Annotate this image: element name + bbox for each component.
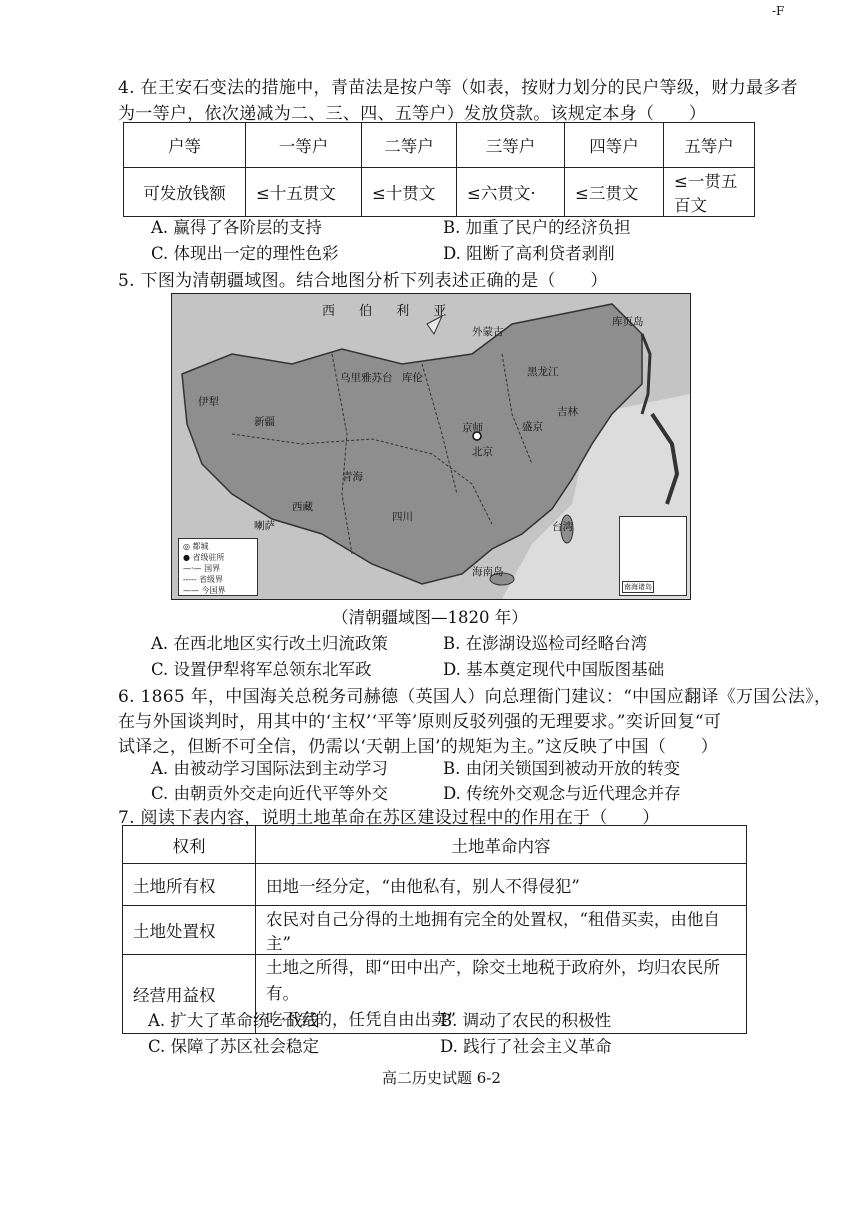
q7-row2-content: 农民对自己分得的土地拥有完全的处置权，“租借买卖，由他自主”	[256, 906, 747, 955]
map-label-kulun: 库伦	[402, 372, 423, 384]
legend-item: ◎ 都城	[183, 542, 209, 551]
q4-option-c[interactable]: C. 体现出一定的理性色彩	[151, 244, 339, 263]
map-label-heilongjiang: 黑龙江	[527, 366, 559, 378]
map-label-xizang: 西藏	[292, 501, 313, 513]
q4-table	[123, 122, 755, 217]
q4-row-5: ≤一贯五百文	[664, 168, 755, 217]
map-label-xinjiang: 新疆	[254, 416, 275, 428]
q5-stem: 5. 下图为清朝疆域图。结合地图分析下列表述正确的是（ ）	[118, 271, 608, 291]
q6-line3: 试译之，但断不可全信，仍需以‘天朝上国’的规矩为主。”这反映了中国（ ）	[118, 737, 719, 757]
q7-option-a[interactable]: A. 扩大了革命统一战线	[148, 1011, 319, 1030]
q4-stem-line1: 4. 在王安石变法的措施中，青苗法是按户等（如表，按财力划分的民户等级，财力最多者	[118, 78, 798, 98]
q4-option-b[interactable]: B. 加重了民户的经济负担	[443, 218, 631, 237]
q7-option-d[interactable]: D. 践行了社会主义革命	[440, 1037, 612, 1056]
map-label-outer-mongolia: 外蒙古	[472, 326, 504, 338]
q6-option-b[interactable]: B. 由闭关锁国到被动开放的转变	[443, 759, 681, 778]
q7-option-c[interactable]: C. 保障了苏区社会稳定	[148, 1037, 320, 1056]
legend-item: ----- 省级界	[183, 575, 224, 584]
legend-item: ● 省级驻所	[183, 553, 225, 562]
q4-row-0: 可发放钱额	[124, 168, 246, 217]
q4-row-4: ≤三贯文	[565, 168, 664, 217]
q7-row1-right: 土地所有权	[123, 864, 256, 906]
q7-option-b[interactable]: B. 调动了农民的积极性	[440, 1011, 612, 1030]
map-title-siberia: 西 伯 利 亚	[322, 304, 457, 319]
map-label-kuye-island: 库页岛	[612, 316, 644, 328]
map-legend	[178, 538, 258, 596]
q4-row-2: ≤十贯文	[362, 168, 457, 217]
south-sea-inset	[619, 516, 687, 596]
map-label-lasa: 喇萨	[254, 520, 275, 532]
q4-row-1: ≤十五贯文	[246, 168, 362, 217]
q4-header-5: 五等户	[664, 123, 755, 168]
map-label-taiwan: 台湾	[552, 521, 573, 533]
legend-item: —— 今国界	[183, 586, 226, 595]
q7-row3-right: 经营用益权	[123, 955, 256, 1034]
q4-stem-line2: 为一等户，依次递减为二、三、四、五等户）发放贷款。该规定本身（ ）	[118, 104, 707, 124]
q5-option-d[interactable]: D. 基本奠定现代中国版图基础	[443, 660, 665, 679]
q6-line1: 6. 1865 年，中国海关总税务司赫德（英国人）向总理衙门建议：“中国应翻译《万国公法》，	[118, 687, 832, 707]
map-label-sichuan: 四川	[392, 511, 413, 523]
map-label-beijing: 北京	[472, 446, 493, 458]
qing-territory-map	[171, 293, 691, 600]
legend-item: —·— 国界	[183, 564, 221, 573]
q4-header-2: 二等户	[362, 123, 457, 168]
q7-row1-content: 田地一经分定，“由他私有，别人不得侵犯”	[256, 864, 747, 906]
q5-option-b[interactable]: B. 在澎湖设巡检司经略台湾	[443, 634, 648, 653]
map-label-uliastai: 乌里雅苏台	[340, 372, 393, 384]
q5-option-c[interactable]: C. 设置伊犁将军总领东北军政	[151, 660, 372, 679]
page-footer: 高二历史试题 6-2	[382, 1069, 501, 1087]
q4-header-0: 户等	[124, 123, 246, 168]
q7-header-0: 权利	[123, 826, 256, 864]
inset-label: 南海诸岛	[624, 583, 652, 591]
map-label-shengjing: 盛京	[522, 421, 543, 433]
q6-option-d[interactable]: D. 传统外交观念与近代理念并存	[443, 784, 681, 803]
q4-option-d[interactable]: D. 阻断了高利贷者剥削	[443, 244, 615, 263]
q4-option-a[interactable]: A. 赢得了各阶层的支持	[151, 218, 322, 237]
q6-option-c[interactable]: C. 由朝贡外交走向近代平等外交	[151, 784, 389, 803]
q5-option-a[interactable]: A. 在西北地区实行改土归流政策	[151, 634, 388, 653]
q7-stem: 7. 阅读下表内容，说明土地革命在苏区建设过程中的作用在于（ ）	[118, 808, 660, 828]
q4-header-4: 四等户	[565, 123, 664, 168]
q7-row3-line1: 土地之所得，即“田中出产，除交土地税于政府外，均归农民所有。	[266, 958, 720, 1003]
map-label-yili: 伊犁	[198, 396, 219, 408]
map-label-qinghai: 青海	[342, 471, 363, 483]
q7-header-1: 土地革命内容	[256, 826, 747, 864]
map-label-jingshi: 京师	[462, 422, 483, 434]
q6-option-a[interactable]: A. 由被动学习国际法到主动学习	[151, 759, 388, 778]
map-label-jilin: 吉林	[557, 406, 578, 418]
q7-row3-line2: 吃不完的，任凭自由出卖”	[266, 1010, 456, 1029]
q7-table	[122, 825, 747, 1034]
map-label-hainan: 海南岛	[472, 566, 504, 578]
q6-line2: 在与外国谈判时，用其中的‘主权’‘平等’原则反驳列强的无理要求。”奕䜣回复“可	[118, 712, 722, 732]
q4-header-1: 一等户	[246, 123, 362, 168]
q7-row2-right: 土地处置权	[123, 906, 256, 955]
map-caption: （清朝疆域图—1820 年）	[332, 608, 528, 627]
corner-mark: -F	[772, 4, 785, 18]
q4-header-3: 三等户	[457, 123, 565, 168]
q4-row-3: ≤六贯文·	[457, 168, 565, 217]
